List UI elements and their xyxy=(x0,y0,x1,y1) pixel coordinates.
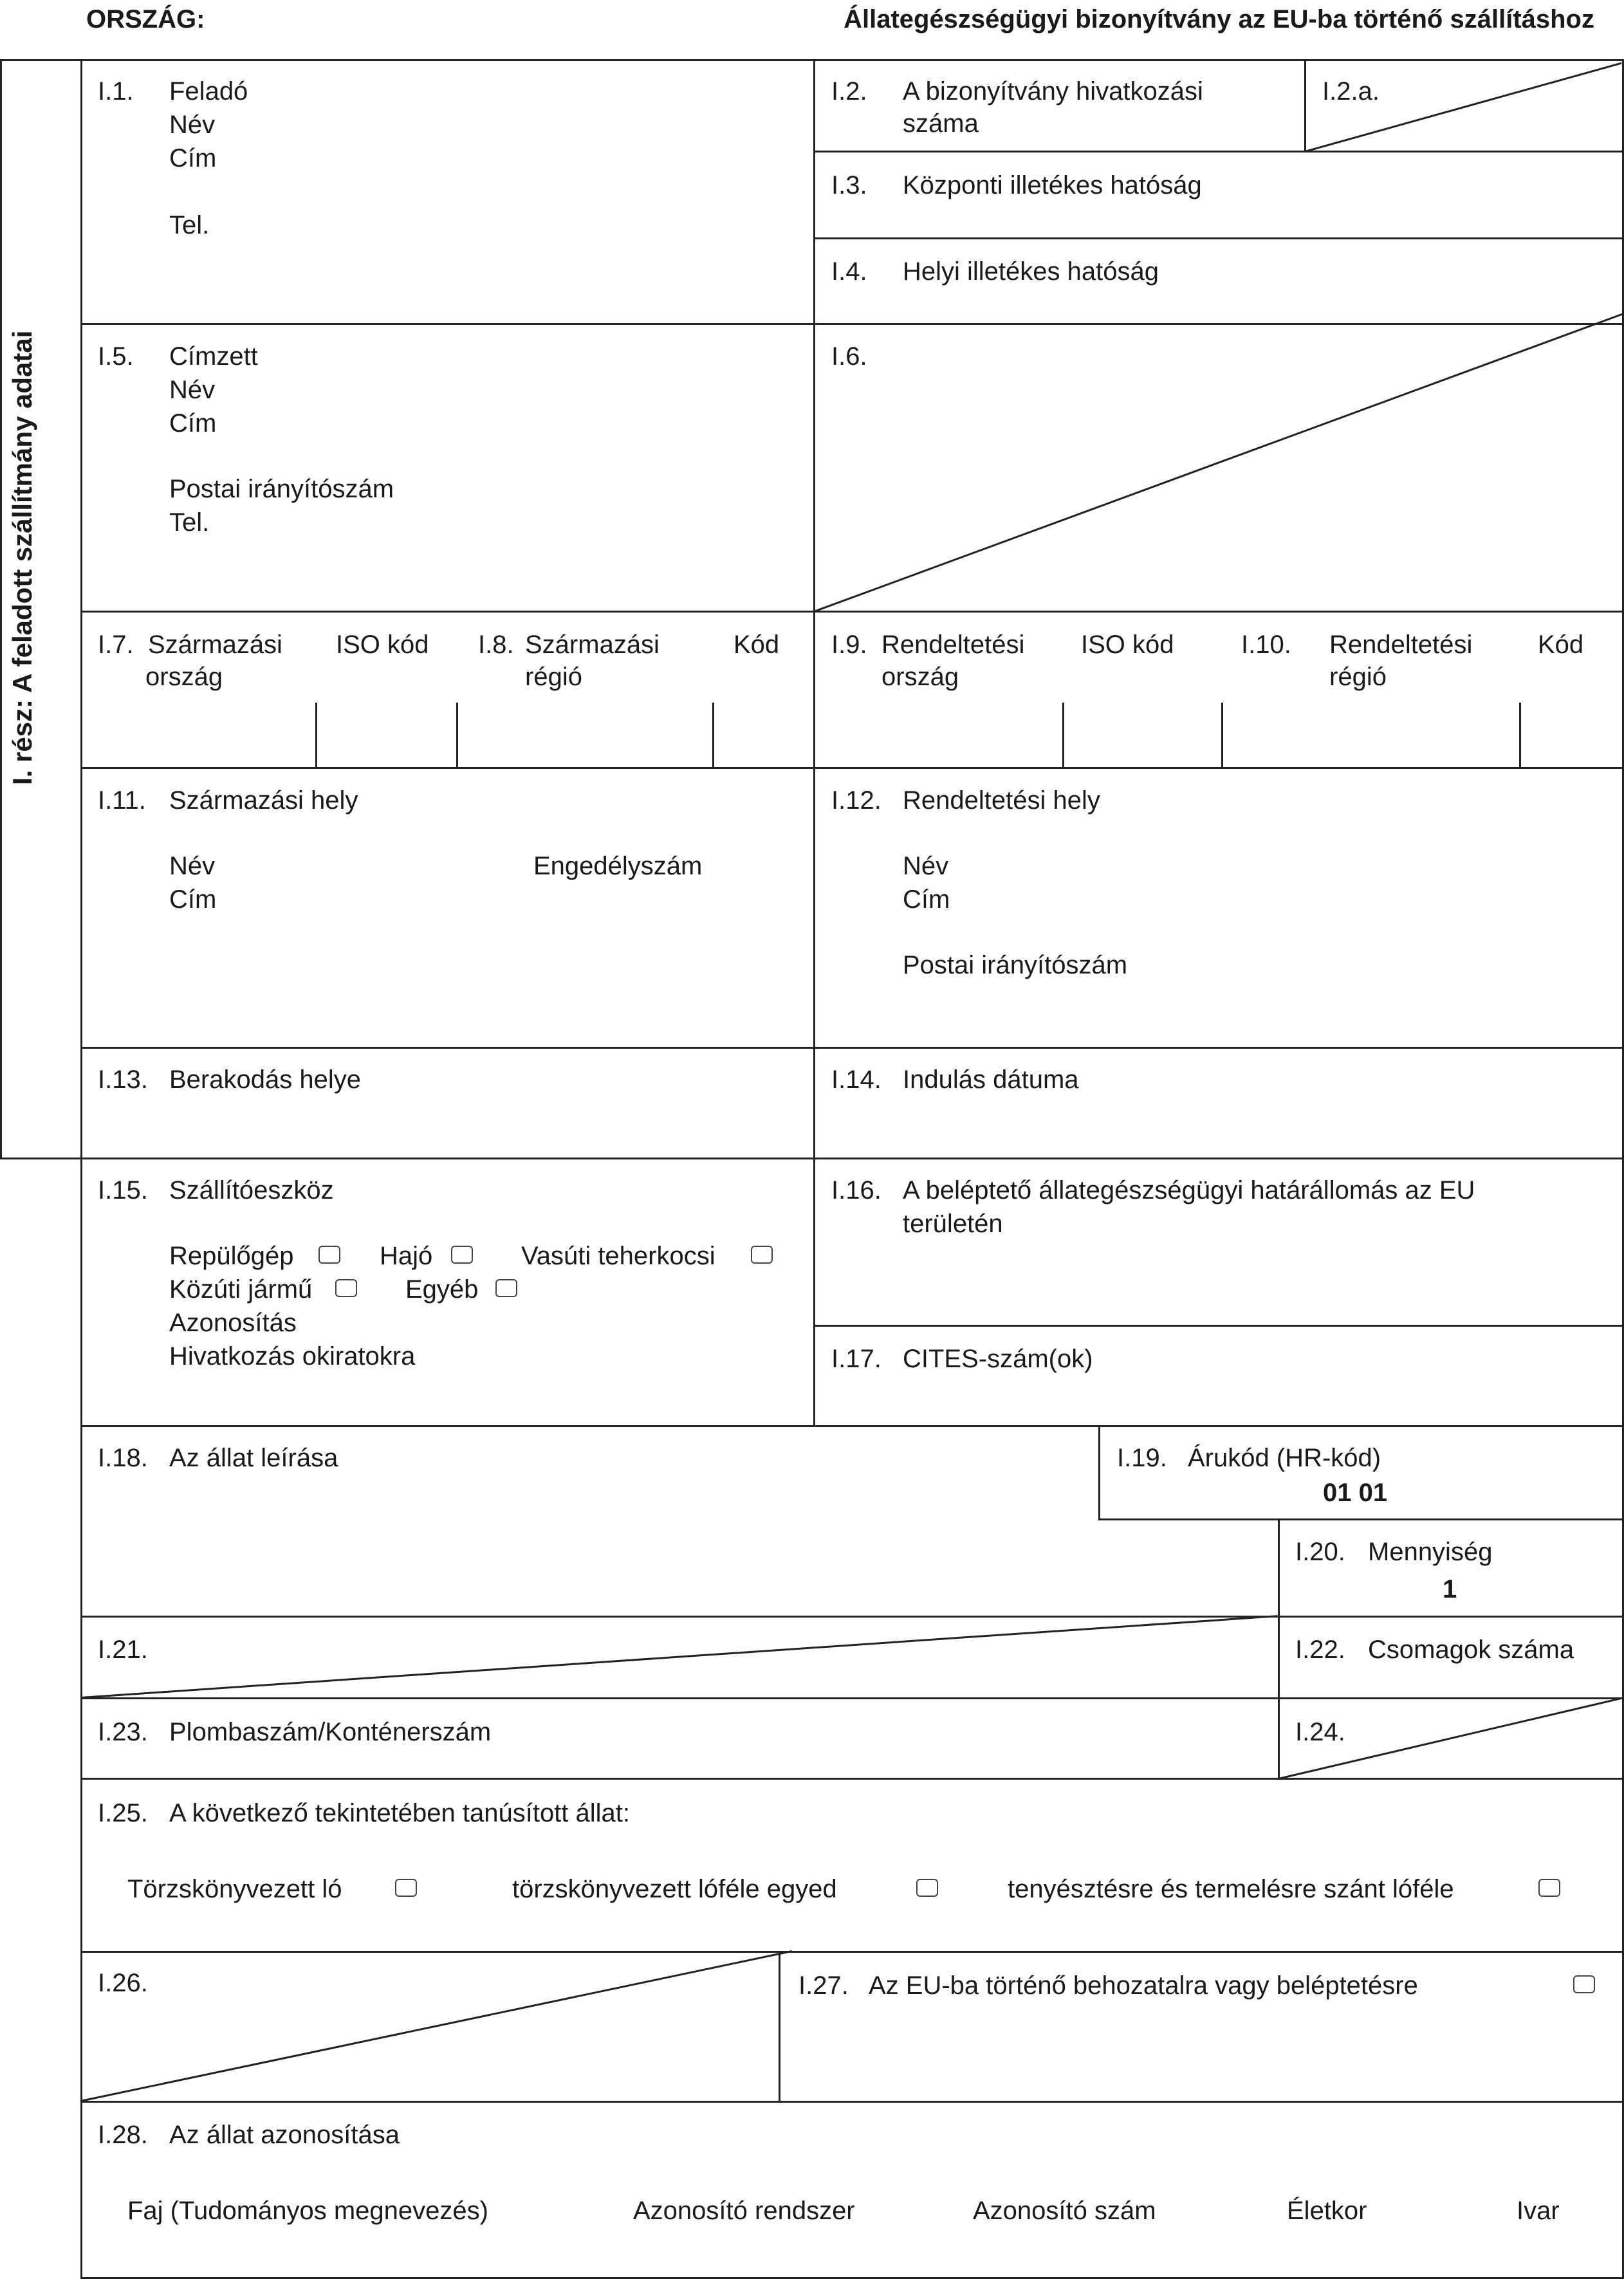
i7-code-label: ISO kód xyxy=(336,631,429,659)
i12-title: Rendeltetési hely xyxy=(903,786,1100,815)
certificate-title: Állategészségügyi bizonyítvány az EU-ba történő szállításhoz xyxy=(844,5,1594,33)
i8-number: I.8. xyxy=(478,631,514,659)
part-one-side-label: I. rész: A feladott szállítmány adatai xyxy=(7,330,37,785)
i17-title: CITES-szám(ok) xyxy=(903,1345,1093,1373)
i22-number: I.22. xyxy=(1295,1636,1345,1664)
i27-checkbox[interactable] xyxy=(1573,1975,1595,1993)
i28-column-id-system: Azonosító rendszer xyxy=(633,2197,855,2225)
i1-tel-label: Tel. xyxy=(169,211,210,239)
i27-number: I.27. xyxy=(798,1971,849,2000)
i19-title: Árukód (HR-kód) xyxy=(1188,1444,1381,1472)
i5-tel-label: Tel. xyxy=(169,508,210,537)
i5-address-label: Cím xyxy=(169,409,217,438)
i9-number: I.9. xyxy=(831,631,867,659)
i27-title: Az EU-ba történő behozatalra vagy beléptetésre xyxy=(869,1971,1418,2000)
i7-title-line1: Származási xyxy=(148,631,282,659)
i26-number: I.26. xyxy=(98,1969,148,1997)
i15-rail-checkbox[interactable] xyxy=(751,1246,773,1264)
i8-title-line1: Származási xyxy=(525,631,660,659)
i25-option-registered-horse-checkbox[interactable] xyxy=(395,1879,417,1897)
i8-title-line2: régió xyxy=(525,663,582,691)
i11-approval-label: Engedélyszám xyxy=(533,852,703,880)
i28-column-id-number: Azonosító szám xyxy=(973,2197,1156,2225)
i3-title: Központi illetékes hatóság xyxy=(903,171,1202,199)
i15-other-checkbox[interactable] xyxy=(495,1279,517,1297)
i7-number: I.7. xyxy=(98,631,134,659)
i11-number: I.11. xyxy=(98,786,146,815)
i6-number: I.6. xyxy=(831,342,867,371)
i15-number: I.15. xyxy=(98,1176,148,1204)
i1-title: Feladó xyxy=(169,77,248,106)
i25-option-breeding-equine-checkbox[interactable] xyxy=(1538,1879,1560,1897)
i1-address-label: Cím xyxy=(169,144,217,172)
i23-number: I.23. xyxy=(98,1718,148,1746)
i25-option-registered-equine-label: törzskönyvezett lóféle egyed xyxy=(512,1875,837,1903)
i15-rail-label: Vasúti teherkocsi xyxy=(521,1242,715,1270)
i28-title: Az állat azonosítása xyxy=(169,2121,400,2149)
i22-title: Csomagok száma xyxy=(1368,1636,1574,1664)
i9-code-label: ISO kód xyxy=(1081,631,1174,659)
i4-number: I.4. xyxy=(831,257,867,286)
i25-number: I.25. xyxy=(98,1799,148,1827)
i12-name-label: Név xyxy=(903,852,949,880)
i19-value: 01 01 xyxy=(1323,1479,1388,1507)
i9-title-line2: ország xyxy=(881,663,959,691)
i15-road-checkbox[interactable] xyxy=(335,1279,357,1297)
i16-number: I.16. xyxy=(831,1176,881,1204)
i4-title: Helyi illetékes hatóság xyxy=(903,257,1159,286)
i28-column-sex: Ivar xyxy=(1517,2197,1560,2225)
i16-title-line2: területén xyxy=(903,1210,1003,1238)
i3-number: I.3. xyxy=(831,171,867,199)
i5-postal-label: Postai irányítószám xyxy=(169,475,394,503)
country-label: ORSZÁG: xyxy=(86,5,205,33)
i25-option-registered-equine-checkbox[interactable] xyxy=(916,1879,938,1897)
i18-number: I.18. xyxy=(98,1444,148,1472)
i15-ship-checkbox[interactable] xyxy=(451,1246,473,1264)
i15-plane-label: Repülőgép xyxy=(169,1242,294,1270)
i28-column-species: Faj (Tudományos megnevezés) xyxy=(127,2197,488,2225)
i20-title: Mennyiség xyxy=(1368,1538,1493,1566)
i28-column-age: Életkor xyxy=(1287,2197,1367,2225)
i16-title-line1: A beléptető állategészségügyi határállomás az EU xyxy=(903,1176,1475,1204)
i20-value: 1 xyxy=(1443,1575,1457,1603)
i15-plane-checkbox[interactable] xyxy=(318,1246,340,1264)
i7-title-line2: ország xyxy=(145,663,223,691)
i11-title: Származási hely xyxy=(169,786,358,815)
i28-number: I.28. xyxy=(98,2121,148,2149)
i11-name-label: Név xyxy=(169,852,216,880)
i18-title: Az állat leírása xyxy=(169,1444,338,1472)
i2a-number: I.2.a. xyxy=(1322,77,1379,106)
i10-title-line1: Rendeltetési xyxy=(1329,631,1473,659)
i12-address-label: Cím xyxy=(903,885,950,914)
i24-number: I.24. xyxy=(1295,1718,1345,1746)
i15-ship-label: Hajó xyxy=(380,1242,433,1270)
i17-number: I.17. xyxy=(831,1345,881,1373)
i13-number: I.13. xyxy=(98,1066,148,1094)
i25-option-registered-horse-label: Törzskönyvezett ló xyxy=(127,1875,342,1903)
i21-number: I.21. xyxy=(98,1636,148,1664)
i15-road-label: Közúti jármű xyxy=(169,1275,313,1304)
i12-number: I.12. xyxy=(831,786,881,815)
i8-code-label: Kód xyxy=(734,631,780,659)
i15-documents-label: Hivatkozás okiratokra xyxy=(169,1342,416,1370)
i15-other-label: Egyéb xyxy=(405,1275,479,1304)
i5-number: I.5. xyxy=(98,342,134,371)
i25-option-breeding-equine-label: tenyésztésre és termelésre szánt lóféle xyxy=(1008,1875,1454,1903)
i1-number: I.1. xyxy=(98,77,134,106)
i13-title: Berakodás helye xyxy=(169,1066,361,1094)
i2-title-line2: száma xyxy=(903,109,979,138)
i23-title: Plombaszám/Konténerszám xyxy=(169,1718,492,1746)
i15-title: Szállítóeszköz xyxy=(169,1176,334,1204)
i19-number: I.19. xyxy=(1117,1444,1167,1472)
i9-title-line1: Rendeltetési xyxy=(881,631,1025,659)
i14-title: Indulás dátuma xyxy=(903,1066,1079,1094)
i10-code-label: Kód xyxy=(1538,631,1584,659)
i15-identification-label: Azonosítás xyxy=(169,1309,297,1337)
i14-number: I.14. xyxy=(831,1066,881,1094)
i20-number: I.20. xyxy=(1295,1538,1345,1566)
i5-title: Címzett xyxy=(169,342,258,371)
i11-address-label: Cím xyxy=(169,885,217,914)
i25-title: A következő tekintetében tanúsított állat: xyxy=(169,1799,631,1827)
i1-name-label: Név xyxy=(169,111,216,139)
i10-title-line2: régió xyxy=(1329,663,1387,691)
i2-title-line1: A bizonyítvány hivatkozási xyxy=(903,77,1203,106)
i10-number: I.10. xyxy=(1241,631,1291,659)
i5-name-label: Név xyxy=(169,376,216,404)
i2-number: I.2. xyxy=(831,77,867,106)
i12-postal-label: Postai irányítószám xyxy=(903,951,1128,979)
